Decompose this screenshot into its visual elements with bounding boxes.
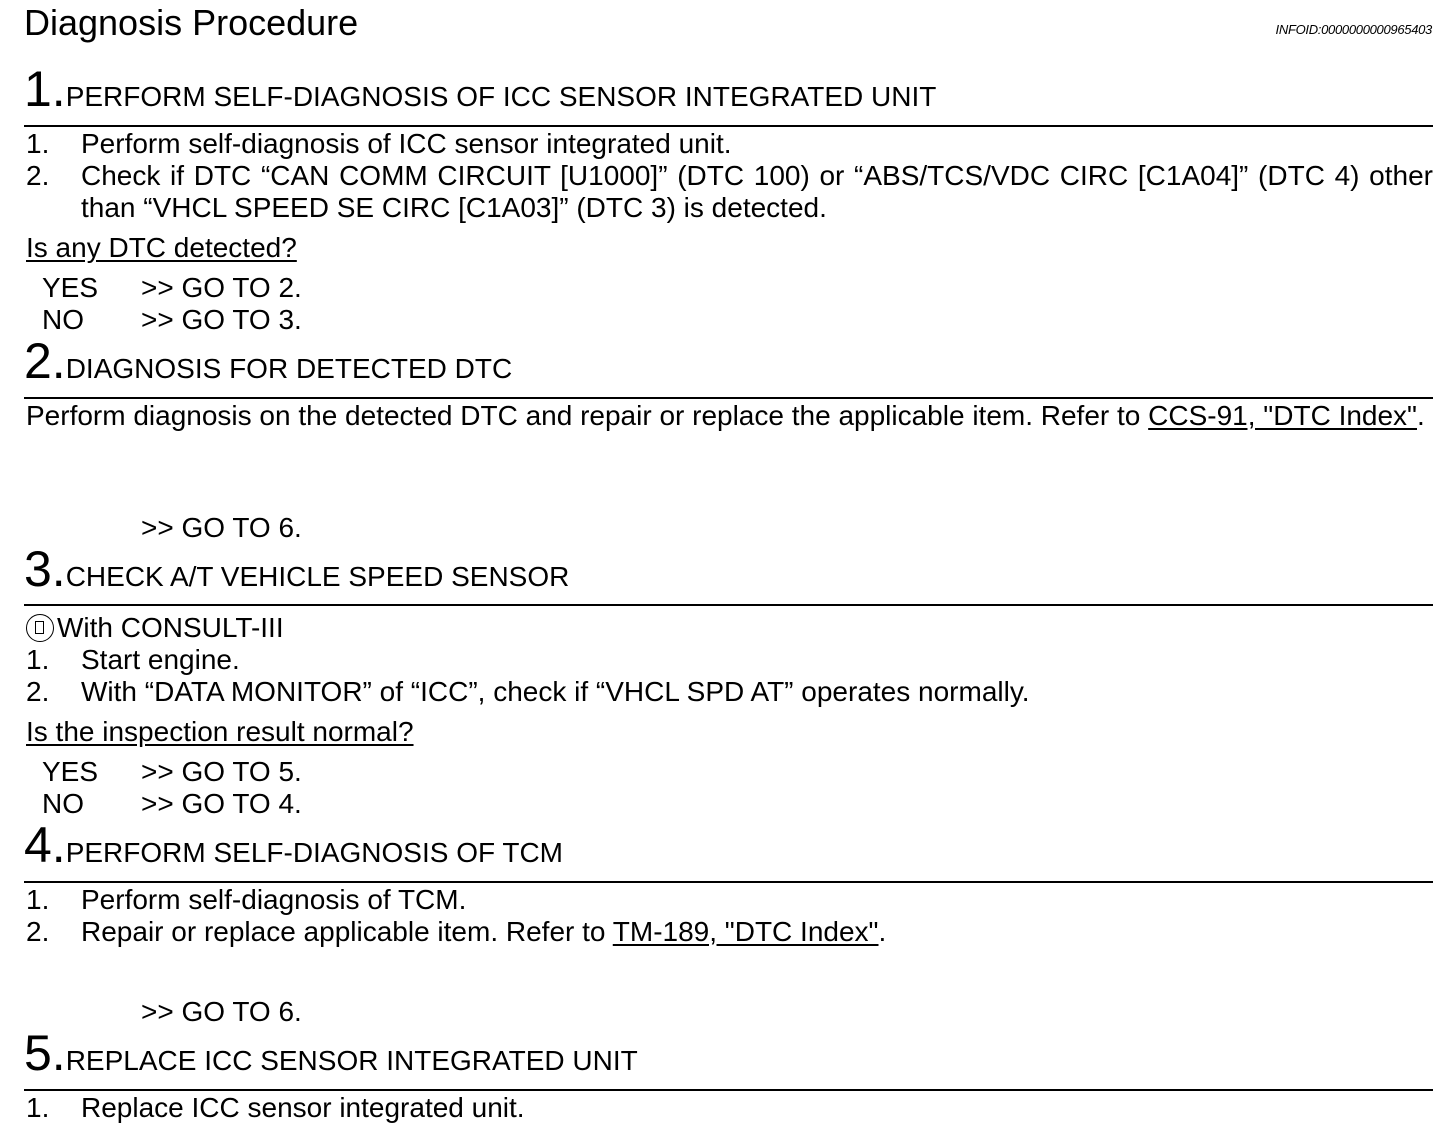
question: Is the inspection result normal? — [26, 716, 414, 747]
section-divider — [24, 397, 1433, 399]
list-item-text: Perform self-diagnosis of TCM. — [81, 884, 467, 915]
section-divider — [24, 604, 1433, 606]
paragraph-text: Perform diagnosis on the detected DTC and repair or replace the applicable item. Refer to — [26, 400, 1149, 431]
answer-action: >> GO TO 6. — [141, 512, 302, 543]
answer-label: YES — [42, 272, 99, 303]
step-5-heading — [24, 1025, 638, 1081]
answer-label: YES — [42, 756, 99, 787]
step-4-heading — [24, 817, 564, 873]
section-divider — [24, 125, 1433, 127]
list-item-text: Replace ICC sensor integrated unit. — [81, 1092, 525, 1123]
list-item-text-part: . — [878, 916, 887, 947]
step-title: PERFORM SELF-DIAGNOSIS OF TCM — [65, 837, 564, 868]
consult-icon — [26, 614, 54, 642]
list-item-number: 1. — [26, 1092, 50, 1123]
list-item-number: 2. — [26, 916, 50, 947]
step-3-heading — [24, 541, 570, 597]
list-item-text-part: Repair or replace applicable item. Refer to — [81, 916, 613, 947]
list-item-text: Check if DTC “CAN COMM CIRCUIT [U1000]” (DTC 100) or “ABS/TCS/VDC CIRC [C1A04]” (DTC 4) other than “VHCL SPEED SE CIRC [C1A03]” (DTC 3) is detected. — [81, 160, 1433, 223]
step-number: 4. — [24, 817, 66, 873]
list-item-number: 1. — [26, 128, 50, 159]
page-title: Diagnosis Procedure — [24, 2, 359, 43]
step-number: 2. — [24, 333, 66, 389]
section-divider — [24, 881, 1433, 883]
step-2-paragraph — [26, 400, 1433, 432]
step-number: 1. — [24, 61, 66, 117]
answer-action: >> GO TO 5. — [141, 756, 302, 787]
step-1-heading — [24, 61, 937, 117]
step-title: PERFORM SELF-DIAGNOSIS OF ICC SENSOR INTEGRATED UNIT — [65, 81, 937, 112]
answer-label: NO — [42, 304, 84, 335]
list-item-number: 2. — [26, 160, 50, 191]
question: Is any DTC detected? — [26, 232, 297, 263]
answer-action: >> GO TO 2. — [141, 272, 302, 303]
step-title: REPLACE ICC SENSOR INTEGRATED UNIT — [65, 1045, 638, 1076]
ref-link-tm-189[interactable]: TM-189, "DTC Index" — [612, 916, 879, 947]
step-number: 5. — [24, 1025, 66, 1081]
list-item-number: 1. — [26, 884, 50, 915]
section-divider — [24, 1089, 1433, 1091]
answer-action: >> GO TO 6. — [141, 996, 302, 1027]
answer-action: >> GO TO 3. — [141, 304, 302, 335]
consult-label: With CONSULT-III — [57, 612, 284, 643]
list-item-text — [81, 916, 886, 948]
list-item-number: 1. — [26, 644, 50, 675]
list-item-number: 2. — [26, 676, 50, 707]
ref-link-ccs-91[interactable]: CCS-91, "DTC Index" — [1148, 400, 1417, 431]
info-id: INFOID:0000000000965403 — [1275, 22, 1432, 37]
consult-line — [26, 612, 284, 644]
step-title: CHECK A/T VEHICLE SPEED SENSOR — [65, 561, 570, 592]
answer-label: NO — [42, 788, 84, 819]
list-item-text: Start engine. — [81, 644, 240, 675]
list-item-text: Perform self-diagnosis of ICC sensor integrated unit. — [81, 128, 732, 159]
step-title: DIAGNOSIS FOR DETECTED DTC — [65, 353, 513, 384]
step-number: 3. — [24, 541, 66, 597]
step-2-heading — [24, 333, 513, 389]
paragraph-text: . — [1417, 400, 1425, 431]
list-item-text: With “DATA MONITOR” of “ICC”, check if “VHCL SPD AT” operates normally. — [81, 676, 1030, 707]
answer-action: >> GO TO 4. — [141, 788, 302, 819]
